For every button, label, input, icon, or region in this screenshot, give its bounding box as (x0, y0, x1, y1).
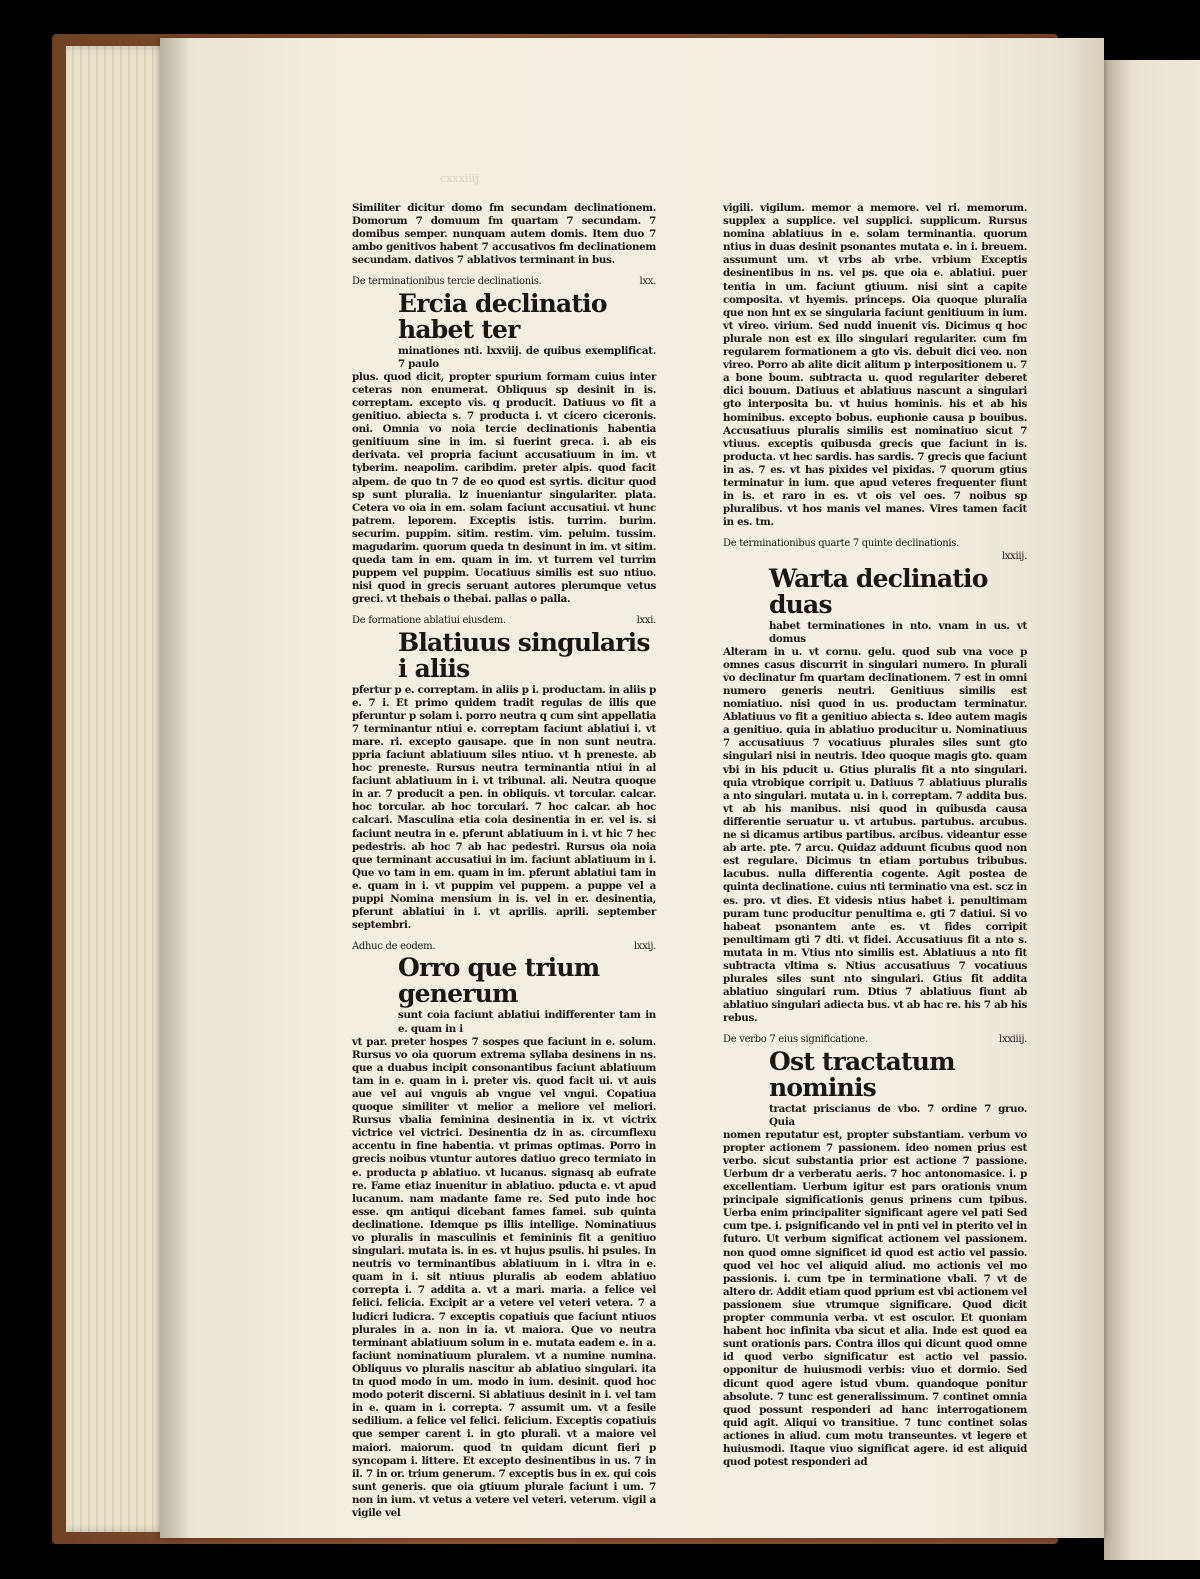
initial-line: Ost tractatum nominis (769, 1046, 955, 1102)
indented-text: tractat priscianus de vbo. 7 ordine 7 gruo. Quia (769, 1102, 1027, 1128)
indented-text: habet terminationes in nto. vnam in us. vt domus (769, 619, 1027, 645)
section-body: nomen reputatur est, propter substantiam. verbum vo propter actionem 7 passionem. ideo nomen prius est verbo. sicut substantia prior est actione 7 passione. Uerbum dr a verberatu aeris. 7 hoc antonomasice. i. p excellentiam. Uerbum igitur est pars orationis vnum principale significationis genus prinens cum tpibus. Uerba enim principaliter significant agere vel pati Sed cum tpe. i. psignificando vel in pnti vel in pterito vel in futuro. Ut verbum significat actionem vel passionem. non quod omne significet id quod est actio vel passio. quod vel hoc vel aliquid aliud. mo actionis vel mo passionis. i. cum tpe in terminatione vbali. 7 vt de altero dr. Addit etiam quod pprium est vbi actionem vel passionem siue vtrumque significare. Quod dicit propter communia verba. vt est osculor. Et quoniam habent hoc infinita vba sicut et alia. Inde est quod ea sunt orationis pars. Contra illos qui dicunt quod omne id quod verbo significatur est actio vel passio. opponitur de huiusmodi verbis: viuo et dormio. Sed dicunt quod agere istud vbum. quandoque ponitur absolute. 7 tunc est generalissimum. 7 continet omnia quod possunt responderi ad hanc interrogationem quid agit. Aliqui vo transitiue. 7 tunc continet solas actiones in aliud. cum motu transeuntes. vt legere et huiusmodi. Itaque viuo significat agere. id est aliquid quod potest responderi ad (723, 1128, 1027, 1469)
section-heading (723, 1033, 1027, 1046)
page-edges (66, 46, 170, 1532)
section-title: De formatione ablatiui eiusdem. (352, 615, 506, 627)
section-heading (352, 614, 656, 627)
indented-text: sunt coia faciunt ablatiui indifferenter tam in e. quam in i (398, 1009, 656, 1035)
right-column (723, 202, 1027, 1469)
left-column (352, 202, 656, 1520)
section-title: De terminationibus tercie declinationis. (352, 276, 542, 288)
section-number: lxx. (639, 276, 656, 288)
section-number: lxxiiij. (999, 1034, 1027, 1046)
initial-line: Blatiuus singularis i aliis (398, 627, 650, 683)
section-heading (352, 940, 656, 953)
section-body: vt par. preter hospes 7 sospes que faciunt in e. solum. Rursus vo oia quorum extrema syllaba desinens in ns. que a duabus incipit consonantibus faciunt ablatiuum tam in e. quam in i. preter vis. quod facit ui. vt auis aue vel aui vnguis ab vngue vel vngui. Copatiua quoque similiter vt melior a meliore vel meliori. Rursus vbalia feminina desinentia in ix. vt victrix victrice vel victrici. Desinentia dz in as. circumflexu accentu in fine habentia. vt primas optimas. Porro in grecis noibus vtuntur autores datiuo greco termiato in e. producta p ablatiuo. vt lucanus. signasq ab eufrate re. Fame etiaz inuenitur in ablatiuo. pducta e. vt apud lucanum. nam madante fame re. Sed puto inde hoc esse. qm antiqui dicebant fames famei. sub quinta declinatione. Idemque ps illis intellige. Nominatiuus vo pluralis in masculinis et femininis fit a genitiuo singulari. mutata is. in es. vt hujus psulis. hi psules. In neutris vo terminantibus ablatiuum in i. vltra in e. quam in i. sit ntiuus pluralis ab eodem ablatiuo correpta i. 7 addita a. vt a mari. maria. a felice vel felici. felicia. Excipit ar a vetere vel veteri vetera. 7 a ludicri ludicra. 7 exceptis copatiuis que faciunt ntiuos plurales in a. non in ia. vt maiora. Que vo neutra terminant ablatiuum solum in e. mutata eadem e. in a. faciunt nominatiuum pluralem. vt a numine numina. Obliquus vo pluralis nascitur ab ablatiuo singulari. ita tn quod modo in um. modo in ium. desinit. quod hoc modo poterit discerni. Si ablatiuus desinit in i. vel tam in e. quam in i. correpta. 7 assumit um. vt a fesile sedilium. a felice vel felici. felicium. Exceptis copatiuis que semper carent i. in gto plurali. vt a maiore vel maiori. maiorum. quod tn quidam dicunt fieri p syncopam i. littere. Et excepto desinentibus in us. 7 in il. 7 in or. trium generum. 7 exceptis bus in ex. qui cois sunt generis. que oia gtiuum plurale faciunt i um. 7 non in ium. vt vetus a vetere vel veteri. veterum. vigil a vigile vel (352, 1035, 656, 1519)
section-body: Alteram in u. vt cornu. gelu. quod sub vna voce p omnes casus discurrit in singulari numero. In plurali vo declinatur fm quartam declinationem. 7 est in omni numero generis neutri. Genitiuus similis est nomiatiuo. nisi quod in us. productam terminatur. Ablatiuus vo fit a genitiuo abiecta s. Ideo autem magis a genitiuo. quia in ablatiuo producitur u. Nominatiuus 7 accusatiuus 7 vocatiuus plurales siles sunt gto singulari nisi in neutris. Ideo quoque magis gto. quam vbi in his pducit u. Gtius pluralis fit a nto singulari. quia vtrobique corripit u. Datiuus 7 ablatiuus pluralis a nto singulari. mutata u. in i. correptam. 7 addita bus. vt ab his manibus. nisi quod in quibusda causa differentie seruatur u. vt artubus. partubus. arcubus. ne si dicamus artibus partibus. arcibus. videantur esse ab arte. pte. 7 arcu. Quidaz adduunt ficubus quod non est regulare. Dicimus tn etiam portubus tribubus. lacubus. nulla differentia cogente. Agit postea de quinta declinatione. cuius nti terminatio vna est. scz in es. pro. vt dies. Et videsis ntius habet i. penultimam puram tunc producitur penultima e. gti 7 datiui. Si vo habeat psonantem ante es. vt fides corripit penultimam gti 7 dti. vt fidei. Accusatiuus fit a nto s. mutata in m. Vtius nto similis est. Ablatiuus a nto fit subtracta vltima s. Ntius accusatiuus 7 vocatiuus plurales siles sunt nto singulari. Gtius fit addita ablatiuo singulari rum. Dtius 7 ablatiuus fiunt ab ablatiuo singulari adiecta bus. vt ab hac re. his 7 ab his rebus. (723, 645, 1027, 1025)
section-title: De terminationibus quarte 7 quinte declinationis. (723, 538, 959, 550)
section-number: lxxiij. (1001, 551, 1027, 563)
folio-mark: cxxxiiij (440, 172, 479, 185)
right-intro-text: vigili. vigilum. memor a memore. vel ri. memorum. supplex a supplice. vel supplici. supplicum. Rursus nomina ablatiuus in e. solam terminantia. quorum ntius in duas desinit psonantes mutata e. in i. breuem. assumunt um. vt vrbs ab vrbe. vrbium Exceptis desinentibus in ns. vel ps. que oia e. ablatiui. puer tentia in um. faciunt gtiuum. nisi sint a capite composita. vt hyemis. princeps. Oia quoque pluralia que non hnt ex se singularia faciunt genitiuum in ium. vt vireo. virium. Sed nudd inuenit vis. Dicimus q hoc plurale non est ex illo singulari regulariter. cum fm regularem formationem a gto vis. debuit dici veo. non vireo. Porro ab alite dicit alitum p interpositionem u. 7 a bone boum. subtracta u. quod regulariter deberet dici bouum. Datiuus et ablatiuus nascunt a singulari gto interposita bu. vt huius hominis. his et ab his hominibus. excepto bobus. euphonie causa p bouibus. Accusatiuus pluralis similis est nominatiuo sicut 7 vtiuus. exceptis quibusda grecis que faciunt in is. producta. vt hec sardis. has sardis. 7 grecis que faciunt in as. 7 es. vt has pixides vel pixidas. 7 quorum gtius terminatur in ium. que apud veteres frequenter fiunt in is. et raro in es. vt ois vel oes. 7 noibus sp pluralibus. vt hos manis vel manes. Vires tamen facit in es. tm. (723, 202, 1027, 529)
section-title: Adhuc de eodem. (352, 941, 436, 953)
section-heading (723, 537, 1027, 550)
section-number-row (723, 550, 1027, 563)
section-heading (352, 275, 656, 288)
gutter-shadow (160, 38, 190, 1538)
section-title: De verbo 7 eius significatione. (723, 1034, 868, 1046)
section-number: lxxi. (636, 615, 656, 627)
left-intro-text: Similiter dicitur domo fm secundam declinationem. Domorum 7 domuum fm quartam 7 secundam. 7 domibus semper. nunquam autem domis. Item duo 7 ambo genitivos habent 7 accusativos fm declinationem secundam. dativos 7 ablativos terminant in bus. (352, 202, 656, 267)
initial-line: Ercia declinatio habet ter (398, 288, 607, 344)
initial-line: Warta declinatio duas (769, 563, 988, 619)
facing-page-edge (1104, 60, 1200, 1560)
section-body: pfertur p e. correptam. in aliis p i. productam. in aliis p e. 7 i. Et primo quidem tradit regulas de illis que pferuntur p solam i. porro neutra q cum sint appellatia 7 terminantur ntiui e. correptam faciunt ablatiui i. vt mare. ri. excepto gausape. que in non sunt neutra. ppria faciunt ablatiuum siles ntiuo. vt h preneste. ab hoc preneste. Rursus neutra terminantia ntiui in al faciunt ablatiuum in i. vt tribunal. ali. Neutra quoque in ar. 7 producit a pen. in obliquis. vt torcular. calcar. hoc torcular. ab hoc torculari. 7 hoc calcar. ab hoc calcari. Masculina etia coia desinentia in er. vel is. si faciunt neutra in e. pferunt ablatiuum in i. vt hic 7 hec pedestris. ab hoc 7 ab hac pedestri. Rursus oia noia que terminant accusatiui in im. faciunt ablatiuum in i. Que vo tam in em. quam in im. pferunt ablatiui tam in e. quam in i. vt puppim vel puppem. a puppe vel a puppi Nomina mensium in is. vel in er. desinentia, pferunt ablatiui in i. vt aprilis. aprili. september septembri. (352, 683, 656, 932)
section-number: lxxij. (633, 941, 656, 953)
section-body: plus. quod dicit, propter spurium formam cuius inter ceteras non enumerat. Obliquus sp desinit in is. correptam. excepto vis. q producit. Datiuus vo fit a genitiuo. abiecta s. 7 producta i. vt cicero ciceronis. oni. Omnia vo noia tercie declinationis habentia genitiuum sine in im. si fuerint greca. i. ab eis derivata. vel propria faciunt accusatiuum in im. vt tyberim. neapolim. caribdim. preter alpis. quod facit alpem. de quo tn 7 de eo quod est syrtis. dicitur quod sp sunt pluralia. lz inueniantur singulariter. plata. Cetera vo oia in em. solam faciunt accusatiui. vt hunc patrem. leporem. Exceptis istis. turrim. burim. securim. puppim. sitim. restim. vim. peluim. tussim. magudarim. quorum queda tn desinunt in im. vt sitim. queda tam in em. quam in im. vt turrem vel turrim puppem vel puppim. Uocatiuus similis est suo ntiuo. nisi quod in grecis seruant autores plerumque vetus greci. vt thebais o thebai. pallas o palla. (352, 370, 656, 606)
indented-text: minationes nti. lxxviij. de quibus exemplificat. 7 paulo (398, 344, 656, 370)
initial-line: Orro que trium generum (398, 953, 600, 1009)
